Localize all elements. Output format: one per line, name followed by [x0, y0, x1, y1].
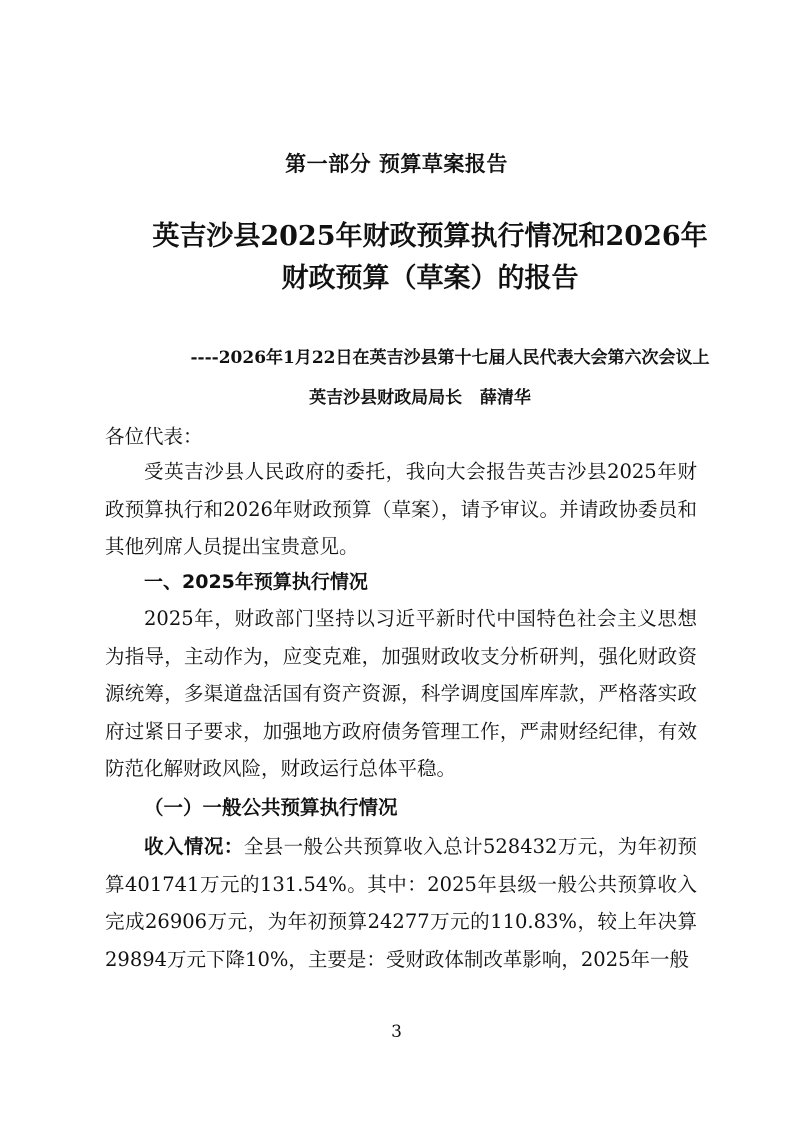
paragraph-revenue-body: 全县一般公共预算收入总计528432万元，为年初预算401741万元的131.54%。其中：2025年县级一般公共预算收入完成26906万元，为年初预算24277万元的110.83%，较上年决算29894万元下降10%，主要是：受财政体制改革影响，2025年一般 [105, 835, 697, 971]
paragraph-intro: 受英吉沙县人民政府的委托，我向大会报告英吉沙县2025年财政预算执行和2026年财政预算（草案），请予审议。并请政协委员和其他列席人员提出宝贵意见。 [105, 460, 697, 558]
meeting-subtitle: ----2026年1月22日在英吉沙县第十七届人民代表大会第六次会议上 [190, 348, 710, 368]
report-title-line2: 财政预算（草案）的报告 [281, 263, 579, 294]
subsection-heading-1: （一）一般公共预算执行情况 [144, 796, 398, 819]
part-heading: 第一部分 预算草案报告 [285, 152, 508, 176]
page-number: 3 [391, 1022, 402, 1042]
reporter-line: 英吉沙县财政局局长 薛清华 [309, 388, 531, 408]
section-heading-1: 一、2025年预算执行情况 [144, 571, 368, 593]
salutation: 各位代表： [105, 425, 203, 448]
paragraph-revenue [105, 828, 697, 978]
paragraph-revenue-lead: 收入情况： [144, 835, 244, 858]
report-title-line1: 英吉沙县2025年财政预算执行情况和2026年 [152, 221, 708, 252]
report-title [150, 216, 710, 300]
paragraph-overview: 2025年，财政部门坚持以习近平新时代中国特色社会主义思想为指导，主动作为，应变克难，加强财政收支分析研判，强化财政资源统筹，多渠道盘活国有资产资源，科学调度国库库款，严格落实政府过紧日子要求，加强地方政府债务管理工作，严肃财经纪律，有效防范化解财政风险，财政运行总体平稳。 [105, 607, 697, 780]
